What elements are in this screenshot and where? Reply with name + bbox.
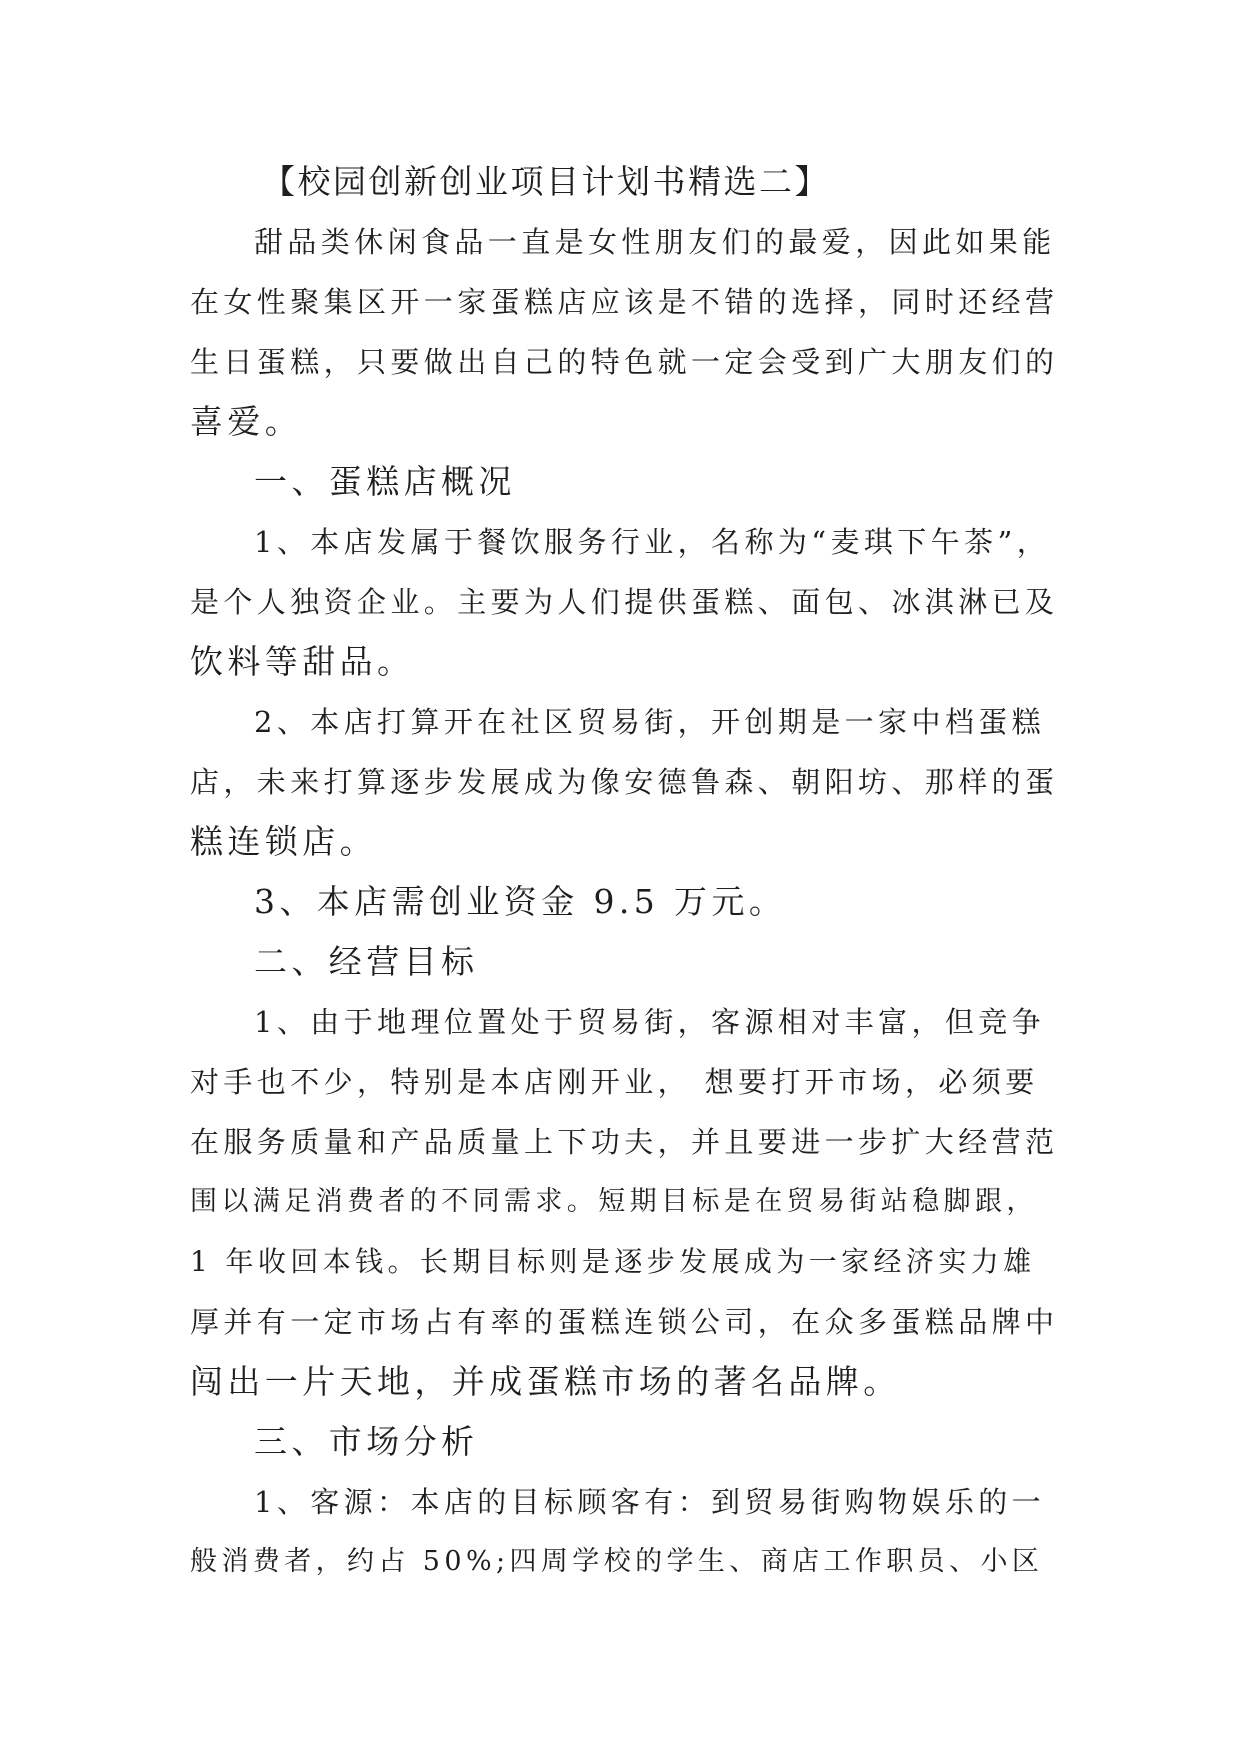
paragraph-line: 1、由于地理位置处于贸易街，客源相对丰富，但竞争	[254, 1005, 1046, 1039]
paragraph-line: 1、本店发属于餐饮服务行业，名称为“麦琪下午茶”，	[254, 525, 1051, 559]
paragraph-line: 店，未来打算逐步发展成为像安德鲁森、朝阳坊、那样的蛋	[190, 765, 1059, 799]
paragraph-line: 闯出一片天地，并成蛋糕市场的著名品牌。	[190, 1362, 901, 1401]
section-heading: 一、蛋糕店概况	[254, 462, 516, 501]
document-title: 【校园创新创业项目计划书精选二】	[262, 162, 830, 201]
paragraph-line: 喜爱。	[190, 402, 303, 441]
paragraph-line: 厚并有一定市场占有率的蛋糕连锁公司，在众多蛋糕品牌中	[190, 1305, 1059, 1339]
paragraph-line: 甜品类休闲食品一直是女性朋友们的最爱，因此如果能	[254, 225, 1056, 259]
paragraph-line: 在服务质量和产品质量上下功夫，并且要进一步扩大经营范	[190, 1125, 1059, 1159]
paragraph-line: 1 年收回本钱。长期目标则是逐步发展成为一家经济实力雄	[190, 1245, 1036, 1278]
section-heading: 三、市场分析	[254, 1422, 479, 1461]
paragraph-line: 对手也不少，特别是本店刚开业， 想要打开市场，必须要	[190, 1065, 1039, 1099]
paragraph-line: 1、客源：本店的目标顾客有：到贸易街购物娱乐的一	[254, 1485, 1046, 1519]
section-heading: 二、经营目标	[254, 942, 479, 981]
paragraph-line: 3、本店需创业资金 9.5 万元。	[254, 882, 787, 921]
paragraph-line: 饮料等甜品。	[190, 642, 415, 681]
paragraph-line: 2、本店打算开在社区贸易街，开创期是一家中档蛋糕	[254, 705, 1046, 739]
paragraph-line: 围以满足消费者的不同需求。短期目标是在贸易街站稳脚跟，	[190, 1186, 1038, 1217]
paragraph-line: 般消费者，约占 50%;四周学校的学生、商店工作职员、小区	[190, 1546, 1044, 1577]
paragraph-line: 糕连锁店。	[190, 822, 377, 861]
paragraph-line: 在女性聚集区开一家蛋糕店应该是不错的选择，同时还经营	[190, 285, 1059, 319]
paragraph-line: 生日蛋糕，只要做出自己的特色就一定会受到广大朋友们的	[190, 345, 1059, 379]
paragraph-line: 是个人独资企业。主要为人们提供蛋糕、面包、冰淇淋已及	[190, 585, 1059, 619]
